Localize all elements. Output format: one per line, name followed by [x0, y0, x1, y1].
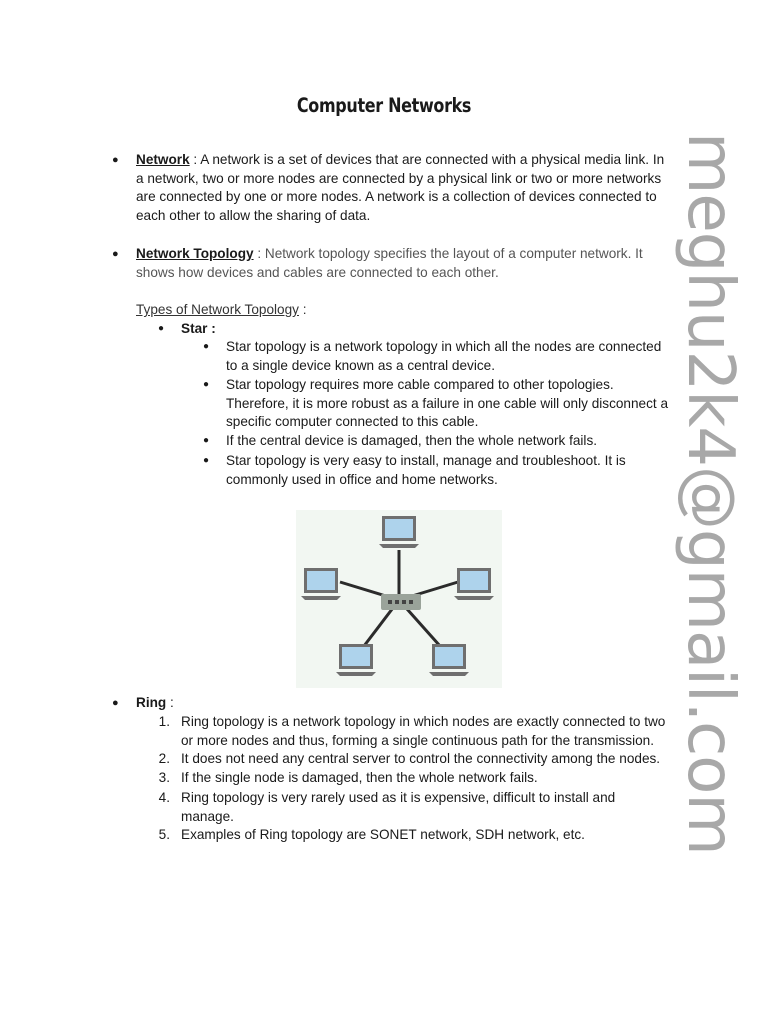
ring-item-5: Examples of Ring topology are SONET network, SDH network, etc. — [181, 827, 585, 842]
ring-label: Ring : — [136, 695, 174, 710]
star-item-1: Star topology is a network topology in which all the nodes are connected to a single device known as a central device. — [226, 339, 662, 373]
star-item-4: Star topology is very easy to install, manage and troubleshoot. It is commonly used in office and home networks. — [226, 453, 626, 487]
ring-item-1-number: 1. — [158, 714, 170, 729]
ring-item-2-number: 2. — [158, 751, 170, 766]
laptop-icon-bottom-left — [336, 644, 376, 676]
topology-line-2: shows how devices and cables are connected to each other. — [136, 264, 499, 280]
types-heading: Types of Network Topology : — [136, 302, 307, 317]
ring-item-5-number: 5. — [158, 827, 170, 842]
hub-icon — [381, 594, 421, 610]
ring-item-3-number: 3. — [158, 770, 170, 785]
bullet-network: ● — [112, 154, 119, 166]
star-topology-diagram — [296, 510, 502, 688]
network-line-3: are connected by one or more nodes. A network is a collection of devices connected to — [136, 189, 657, 205]
bullet-topology: ● — [112, 248, 119, 260]
ring-item-2: It does not need any central server to control the connectivity among the nodes. — [181, 751, 661, 766]
network-line-2: a network, two or more nodes are connected by a physical link or two or more networks — [136, 170, 662, 186]
types-heading-text: Types of Network Topology — [136, 302, 299, 317]
bullet-star-item-2: ● — [203, 379, 210, 390]
star-item-2: Star topology requires more cable compared to other topologies. Therefore, it is more robust as a failure in one cable will only disconnect a specific computer connected to this cable. — [226, 377, 669, 430]
bullet-star-item-1: ● — [203, 341, 210, 352]
topology-line-1: Network topology specifies the layout of a computer network. It — [264, 246, 643, 261]
laptop-icon-bottom-right — [429, 644, 469, 676]
ring-item-3: If the single node is damaged, then the whole network fails. — [181, 770, 538, 785]
laptop-icon-left — [301, 568, 341, 600]
network-paragraph: Network : A network is a set of devices that are connected with a physical media link. In a network, two or more nodes are connected by a physical link or two or more networks are connected by one or more nodes. A network is a collection of devices connected to each other to allow the sharing of data. — [136, 151, 676, 225]
ring-item-4: Ring topology is very rarely used as it is expensive, difficult to install and manage. — [181, 790, 616, 824]
laptop-icon-top — [379, 516, 419, 548]
topology-term: Network Topology — [136, 246, 254, 261]
bullet-star-item-4: ● — [203, 455, 210, 466]
laptop-icon-right — [454, 568, 494, 600]
bullet-star-item-3: ● — [203, 435, 210, 446]
star-label: Star : — [181, 321, 216, 336]
topology-paragraph: Network Topology : Network topology specifies the layout of a computer network. It shows how devices and cables are connected to each other. — [136, 245, 676, 282]
star-topology-svg — [296, 510, 502, 688]
page-title: Computer Networks — [296, 94, 472, 117]
ring-term: Ring — [136, 695, 167, 710]
star-item-3: If the central device is damaged, then the whole network fails. — [226, 433, 598, 448]
network-line-1: A network is a set of devices that are connected with a physical media link. In — [200, 152, 665, 167]
bullet-ring: ● — [112, 697, 119, 709]
network-line-4: each other to allow the sharing of data. — [136, 207, 371, 223]
network-term: Network — [136, 152, 190, 167]
ring-item-4-number: 4. — [158, 790, 170, 805]
email-watermark: meghu2k4@gmail.com — [673, 132, 747, 855]
ring-item-1: Ring topology is a network topology in which nodes are exactly connected to two or more nodes and thus, forming a single continuous path for the transmission. — [181, 714, 666, 748]
bullet-star: ● — [158, 323, 165, 334]
